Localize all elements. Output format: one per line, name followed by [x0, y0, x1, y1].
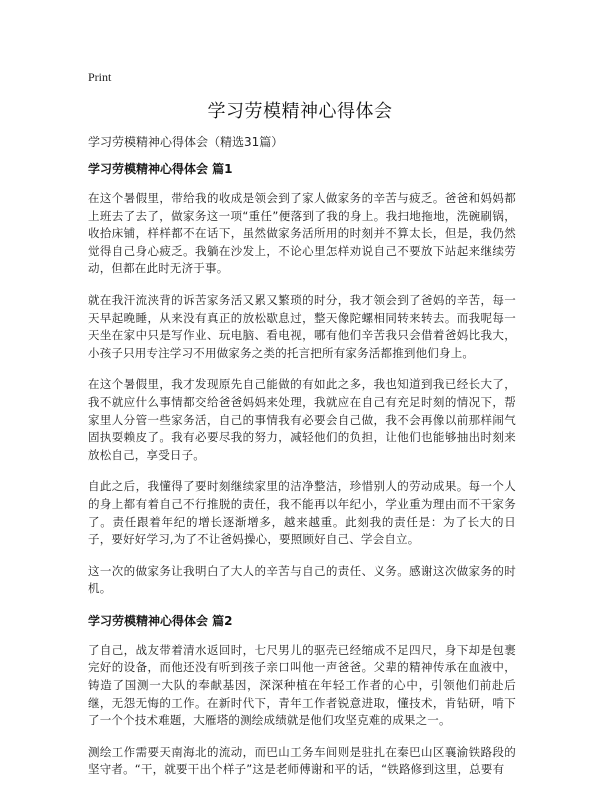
paragraph: 测绘工作需要天南海北的流动，而巴山工务车间则是驻扎在秦巴山区襄渝铁路段的坚守者。“干，就要干出个样子”这是老师傅谢和平的话，“铁路修到这里，总要有 — [88, 744, 516, 777]
document-body — [88, 160, 516, 793]
section-heading: 学习劳模精神心得体会 篇1 — [88, 162, 233, 176]
paragraph: 在这个暑假里，我才发现原先自己能做的有如此之多，我也知道到我已经长大了，我不就应什么事情都交给爸爸妈妈来处理，我就应在自己有充足时刻的情况下，帮家里人分管一些家务活，自己的事情我有必要会自己做，我不会再像以前那样闹气固执耍赖皮了。我有必要尽我的努力，减轻他们的负担，让他们也能够抽出时刻来放松自己，享受日子。 — [88, 377, 516, 462]
paragraph: 在这个暑假里，带给我的收成是领会到了家人做家务的辛苦与疲乏。爸爸和妈妈都上班去了去了，做家务这一项“重任”便落到了我的身上。我扫地拖地，洗碗刷锅，收拾床铺，样样都不在话下，虽然做家务活所用的时刻并不算太长，但是，我仍然觉得自己身心疲乏。我躺在沙发上，不论心里怎样劝说自己不要放下站起来继续劳动，但都在此时无济于事。 — [88, 191, 516, 276]
paragraph: 这一次的做家务让我明白了大人的辛苦与自己的责任、义务。感谢这次做家务的时机。 — [88, 563, 516, 596]
section-heading: 学习劳模精神心得体会 篇2 — [88, 613, 233, 628]
document-subtitle: 学习劳模精神心得体会（精选31篇） — [88, 135, 284, 149]
paragraph: 了自己，战友带着清水返回时，七尺男儿的驱壳已经缩成不足四尺，身下却是包裹完好的设备，而他还没有听到孩子亲口叫他一声爸爸。父辈的精神传承在血液中，铸造了国测一大队的奉献基因，深深种植在年轻工作者的心中，引领他们前赴后继，无怨无悔的工作。在新时代下，青年工作者锐意进取，懂技术，肯钻研，啃下了一个个技术难题，大雁塔的测绘成绩就是他们攻坚克难的成果之一。 — [88, 642, 516, 728]
page-title: 学习劳模精神心得体会 — [207, 101, 393, 122]
print-link[interactable]: Print — [88, 70, 112, 84]
paragraph: 自此之后，我懂得了要时刻继续家里的洁净整洁，珍惜别人的劳动成果。每一个人的身上都有着自己不行推脱的责任，我不能再以年纪小，学业重为理由而不干家务了。责任跟着年纪的增长逐渐增多，越来越重。此刻我的责任是：为了长大的日子，要好好学习,为了不让爸妈操心，要照顾好自己、学会自立。 — [88, 479, 516, 547]
paragraph: 就在我汗流浃背的诉苦家务活又累又繁琐的时分，我才领会到了爸妈的辛苦，每一天早起晚睡，从来没有真正的放松歇息过，整天像陀螺相同转来转去。而我呢每一天坐在家中只是写作业、玩电脑、看电视，哪有他们辛苦我只会借着爸妈比我大，小孩子只用专注学习不用做家务之类的托言把所有家务活都推到他们身上。 — [88, 292, 516, 360]
